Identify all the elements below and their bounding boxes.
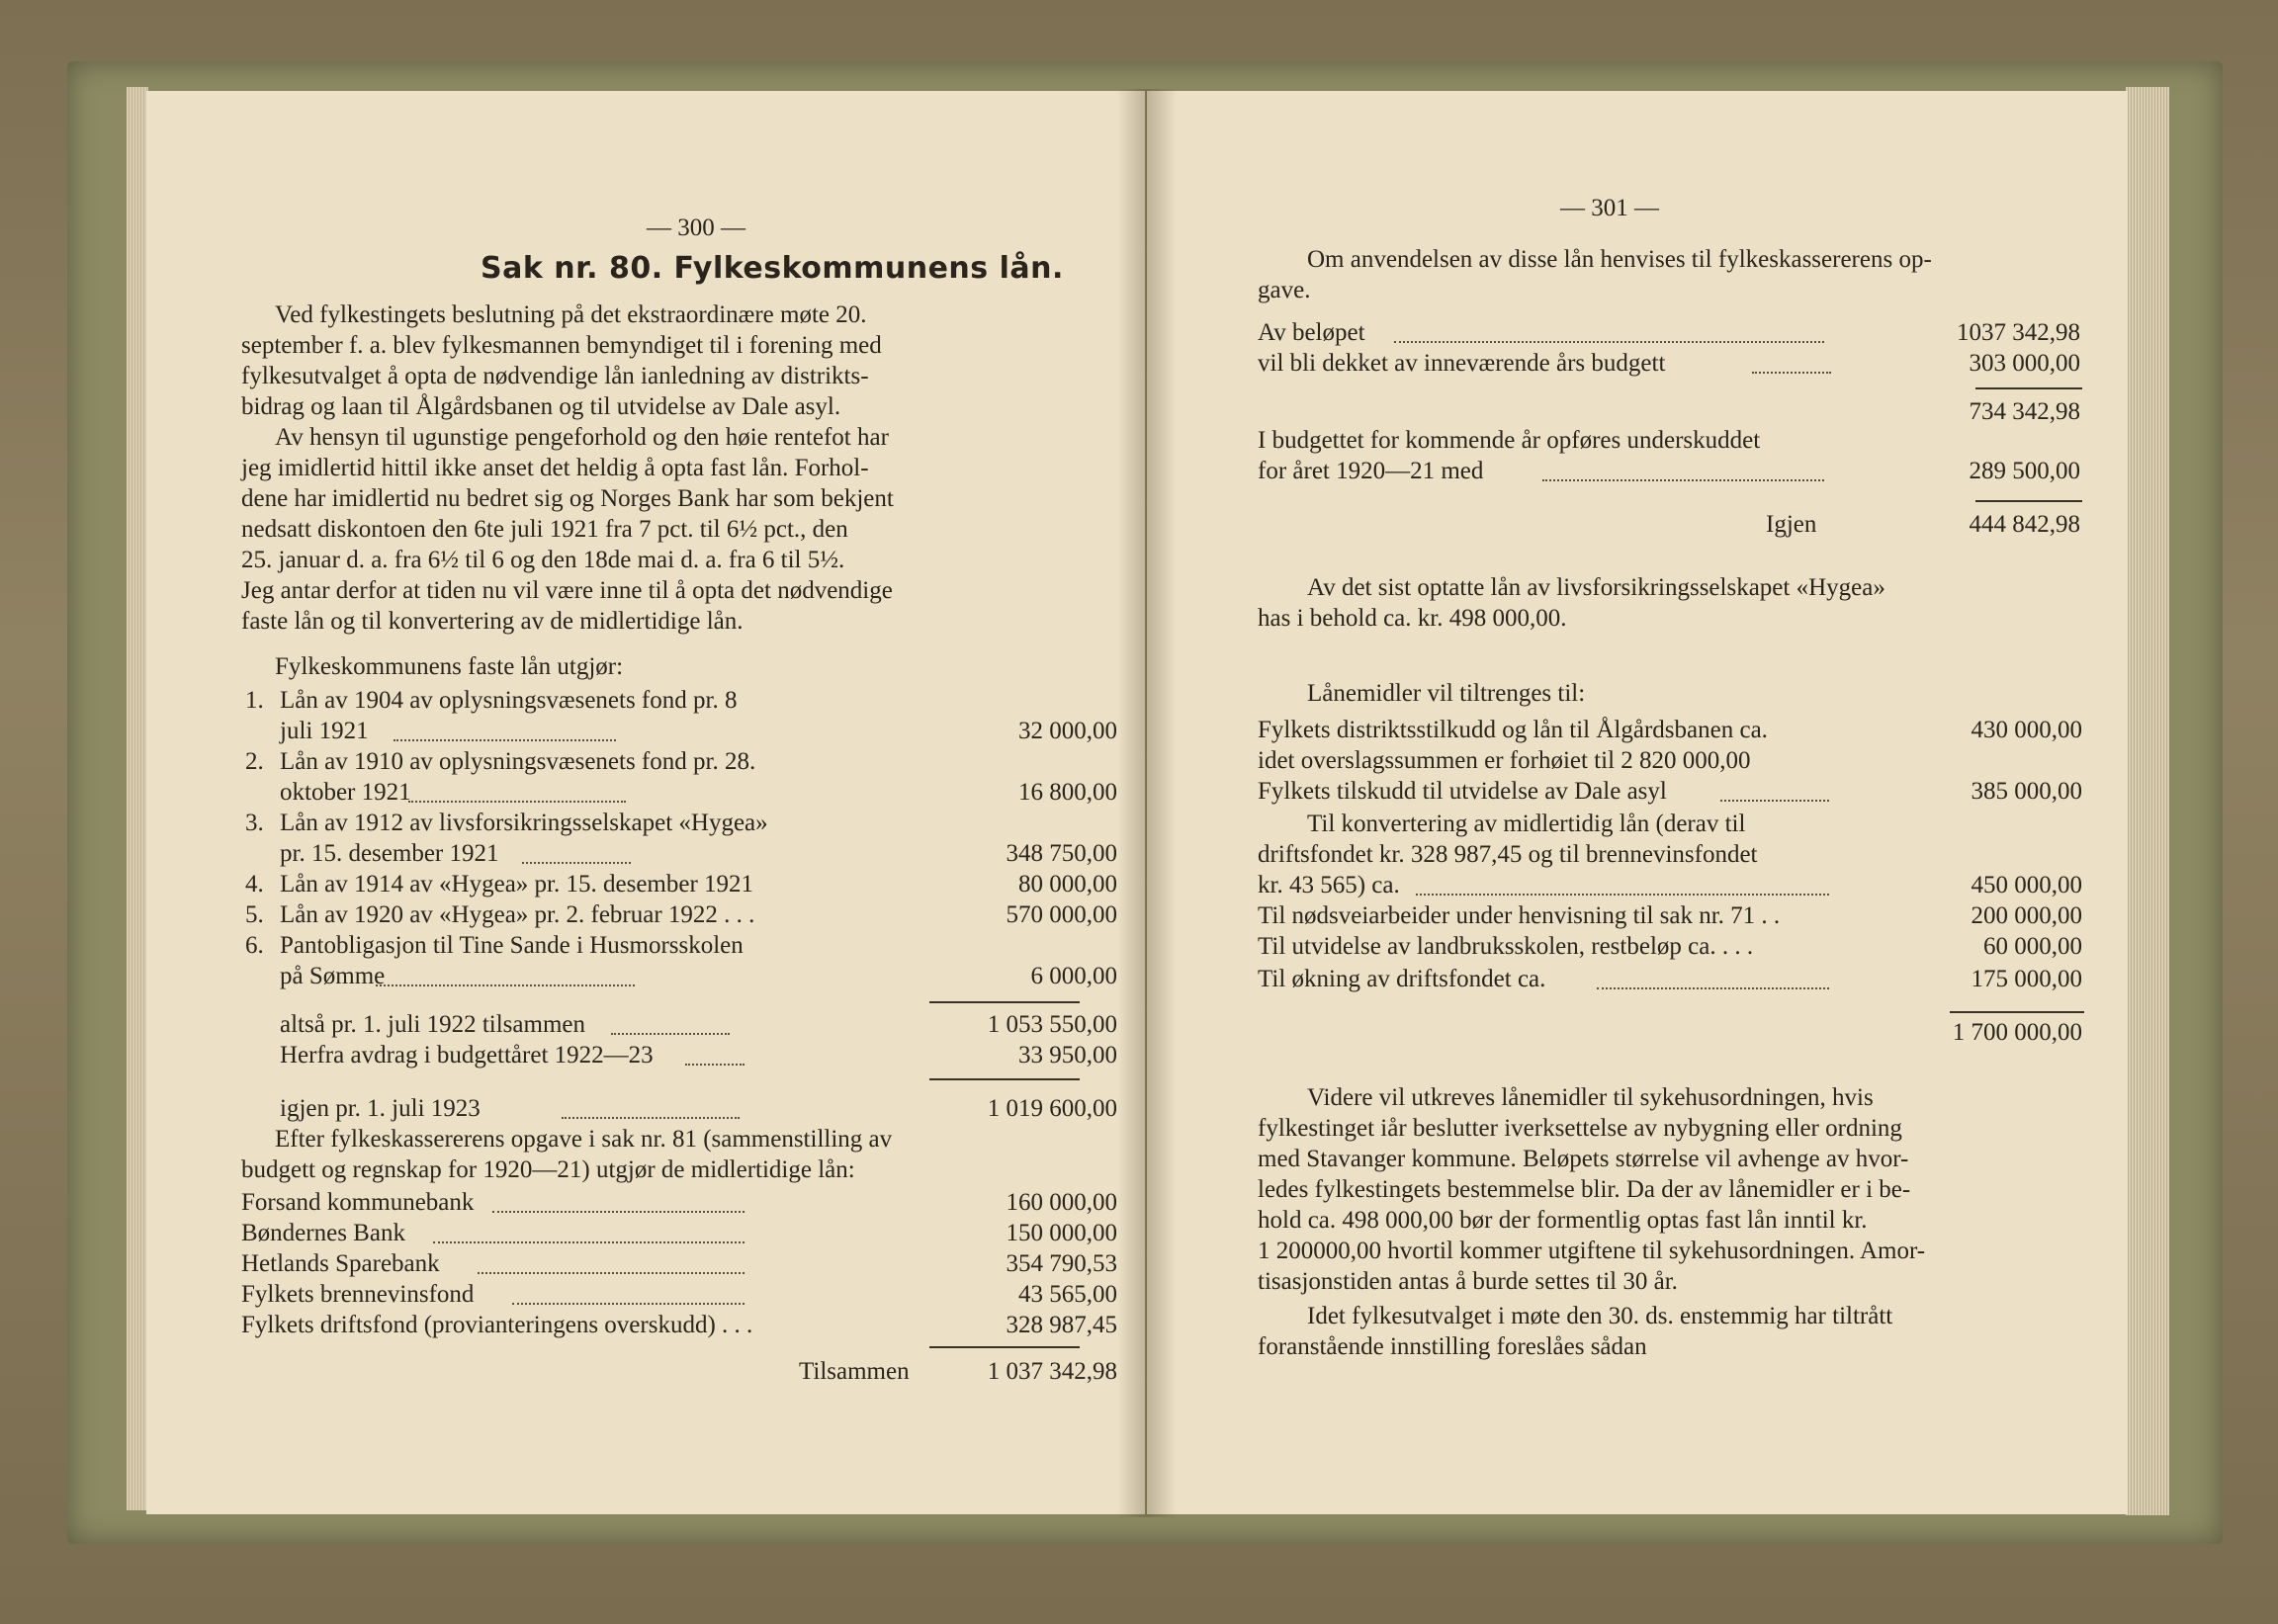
loan-number: 4. [245,871,264,897]
temp-loan-amount: 160 000,00 [1006,1189,1117,1216]
paragraph-line: nedsatt diskontoen den 6te juli 1921 fra 7 pct. til 6½ pct., den [241,516,848,543]
loan-amount: 348 750,00 [1006,840,1117,867]
dot-leader [512,1303,745,1305]
sum-rule [1975,500,2082,502]
loan-number: 5. [245,901,264,928]
need-line: Til konvertering av midlertidig lån (derav til [1307,811,1746,837]
paragraph-line: faste lån og til konvertering av de midlertidige lån. [241,608,744,635]
loan-line: Lån av 1910 av oplysningsvæsenets fond pr. 28. [280,748,756,775]
dot-leader [408,801,626,803]
temp-loan-amount: 328 987,45 [1006,1312,1117,1338]
loan-amount: 16 800,00 [1018,779,1117,806]
amount-value: 303 000,00 [1969,350,2080,377]
paragraph-line: Efter fylkeskassererens opgave i sak nr. 81 (sammenstilling av [275,1126,893,1153]
paragraph-line: Videre vil utkreves lånemidler til sykehusordningen, hvis [1307,1084,1874,1111]
page-edges-left [127,87,148,1510]
sum-rule [929,1001,1080,1003]
paragraph-line: foranstående innstilling foreslåes sådan [1258,1333,1647,1360]
need-line: idet overslagssummen er forhøiet til 2 820 000,00 [1258,747,1751,774]
need-line: Fylkets distriktsstilkudd og lån til Ålgårdsbanen ca. [1258,717,1768,743]
dot-leader [685,1064,745,1066]
dot-leader [611,1033,730,1035]
remaining-amount: 1 019 600,00 [987,1095,1117,1122]
loan-line: Lån av 1912 av livsforsikringsselskapet «Hygea» [280,810,768,836]
left-page [146,91,1145,1514]
dot-leader [522,862,631,864]
sum-rule [1975,387,2082,389]
loan-number: 2. [245,748,264,775]
remaining-amount: 444 842,98 [1969,511,2080,538]
paragraph-line: september f. a. blev fylkesmannen bemyndiget til i forening med [241,332,882,359]
loan-line: Lån av 1914 av «Hygea» pr. 15. desember 1921 [280,871,754,897]
dot-leader [394,739,616,741]
dot-leader [433,1241,745,1243]
amount-label: vil bli dekket av inneværende års budgett [1258,350,1666,377]
paragraph-line: dene har imidlertid nu bedret sig og Norges Bank har som bekjent [241,485,894,512]
loan-line: Lån av 1920 av «Hygea» pr. 2. februar 1922 . . . [280,901,755,928]
subtotal-amount: 1 053 550,00 [987,1011,1117,1038]
temp-loan-label: Fylkets driftsfond (provianteringens overskudd) . . . [241,1312,753,1338]
need-amount: 450 000,00 [1971,872,2082,898]
sum-rule [929,1078,1080,1080]
dot-leader [376,984,635,986]
need-line: Til nødsveiarbeider under henvisning til sak nr. 71 . . [1258,902,1781,929]
paragraph-line: tisasjonstiden antas å burde settes til 30 år. [1258,1268,1678,1295]
paragraph-line: fylkesutvalget å opta de nødvendige lån ianledning av distrikts- [241,363,869,389]
loan-number: 6. [245,932,264,959]
paragraph-line: bidrag og laan til Ålgårdsbanen og til utvidelse av Dale asyl. [241,393,841,420]
paragraph-line: Ved fylkestingets beslutning på det ekstraordinære møte 20. [275,301,867,328]
paragraph-line: jeg imidlertid hittil ikke anset det heldig å opta fast lån. Forhol- [241,455,869,481]
temp-loan-amount: 43 565,00 [1018,1281,1117,1308]
amount-value: 289 500,00 [1969,458,2080,484]
dot-leader [562,1117,740,1119]
paragraph-line: med Stavanger kommune. Beløpets størrelse vil avhenge av hvor- [1258,1146,1909,1172]
sum-rule [1950,1011,2084,1013]
paragraph-line: for året 1920—21 med [1258,458,1484,484]
paragraph-line: ledes fylkestingets bestemmelse blir. Da der av lånemidler er i be- [1258,1176,1911,1203]
loan-amount: 570 000,00 [1006,901,1117,928]
need-amount: 200 000,00 [1971,902,2082,929]
dot-leader [1416,894,1829,896]
need-line: Til utvidelse av landbruksskolen, restbeløp ca. . . . [1258,933,1754,960]
paragraph-line: hold ca. 498 000,00 bør der formentlig optas fast lån inntil kr. [1258,1207,1868,1234]
loan-line: pr. 15. desember 1921 [280,840,499,867]
loan-line: Lån av 1904 av oplysningsvæsenets fond pr. 8 [280,687,738,714]
paragraph-line: Idet fylkesutvalget i møte den 30. ds. enstemmig har tiltrått [1307,1303,1893,1329]
temp-loan-label: Forsand kommunebank [241,1189,475,1216]
page-number: — 301 — [1560,195,1659,221]
total-amount: 1 037 342,98 [987,1358,1117,1385]
temp-loan-amount: 354 790,53 [1006,1250,1117,1277]
remaining-label: igjen pr. 1. juli 1923 [280,1095,481,1122]
need-amount: 60 000,00 [1983,933,2082,960]
installment-amount: 33 950,00 [1018,1042,1117,1068]
need-line: driftsfondet kr. 328 987,45 og til brennevinsfondet [1258,841,1758,868]
loan-number: 1. [245,687,264,714]
amount-value: 1037 342,98 [1957,319,2080,346]
page-edges-right [2126,87,2169,1515]
loan-line: Pantobligasjon til Tine Sande i Husmorsskolen [280,932,744,959]
paragraph-line: I budgettet for kommende år opføres underskuddet [1258,427,1761,454]
installment-label: Herfra avdrag i budgettåret 1922—23 [280,1042,654,1068]
remaining-label: Igjen [1766,511,1817,538]
paragraph-line: budgett og regnskap for 1920—21) utgjør de midlertidige lån: [241,1156,855,1183]
book-gutter [1117,89,1177,1517]
temp-loan-label: Bøndernes Bank [241,1220,405,1246]
dot-leader [1597,987,1829,989]
need-line: Til økning av driftsfondet ca. [1258,966,1546,992]
dot-leader [1752,372,1831,374]
paragraph-line: Om anvendelsen av disse lån henvises til fylkeskassererens op- [1307,246,1932,273]
amount-label: Av beløpet [1258,319,1365,346]
paragraph-line: fylkestinget iår beslutter iverksettelse av nybygning eller ordning [1258,1115,1902,1142]
subtotal-label: altså pr. 1. juli 1922 tilsammen [280,1011,585,1038]
sum-rule [929,1346,1080,1348]
dot-leader [478,1272,745,1274]
right-page [1147,91,2128,1514]
paragraph-line: Av hensyn til ugunstige pengeforhold og den høie rentefot har [275,424,889,451]
loan-line: på Sømme [280,963,386,989]
temp-loan-amount: 150 000,00 [1006,1220,1117,1246]
dot-leader [1720,800,1829,802]
loan-amount: 32 000,00 [1018,718,1117,744]
dot-leader [1542,479,1824,481]
amount-value: 734 342,98 [1969,398,2080,425]
paragraph-line: has i behold ca. kr. 498 000,00. [1258,605,1567,632]
paragraph-line: 1 200000,00 hvortil kommer utgiftene til sykehusordningen. Amor- [1258,1238,1926,1264]
paragraph-line: gave. [1258,277,1311,303]
loan-amount: 80 000,00 [1018,871,1117,897]
loan-amount: 6 000,00 [1030,963,1117,989]
needs-total: 1 700 000,00 [1952,1019,2082,1046]
loan-line: juli 1921 [280,718,369,744]
need-amount: 175 000,00 [1971,966,2082,992]
dot-leader [1394,341,1824,343]
temp-loan-label: Hetlands Sparebank [241,1250,440,1277]
loan-line: oktober 1921 [280,779,411,806]
need-amount: 430 000,00 [1971,717,2082,743]
loan-number: 3. [245,810,264,836]
page-number: — 300 — [647,214,745,241]
total-label: Tilsammen [799,1358,910,1385]
need-line: Fylkets tilskudd til utvidelse av Dale asyl [1258,778,1667,805]
needs-intro: Lånemidler vil tiltrenges til: [1307,680,1586,707]
fixed-loans-intro: Fylkeskommunens faste lån utgjør: [275,653,624,680]
need-line: kr. 43 565) ca. [1258,872,1400,898]
paragraph-line: Jeg antar derfor at tiden nu vil være inne til å opta det nødvendige [241,577,893,604]
paragraph-line: 25. januar d. a. fra 6½ til 6 og den 18de mai d. a. fra 6 til 5½. [241,547,845,573]
need-amount: 385 000,00 [1971,778,2082,805]
temp-loan-label: Fylkets brennevinsfond [241,1281,475,1308]
dot-leader [492,1211,745,1213]
paragraph-line: Av det sist optatte lån av livsforsikringsselskapet «Hygea» [1307,574,1885,601]
section-heading: Sak nr. 80. Fylkeskommunens lån. [481,251,1064,286]
